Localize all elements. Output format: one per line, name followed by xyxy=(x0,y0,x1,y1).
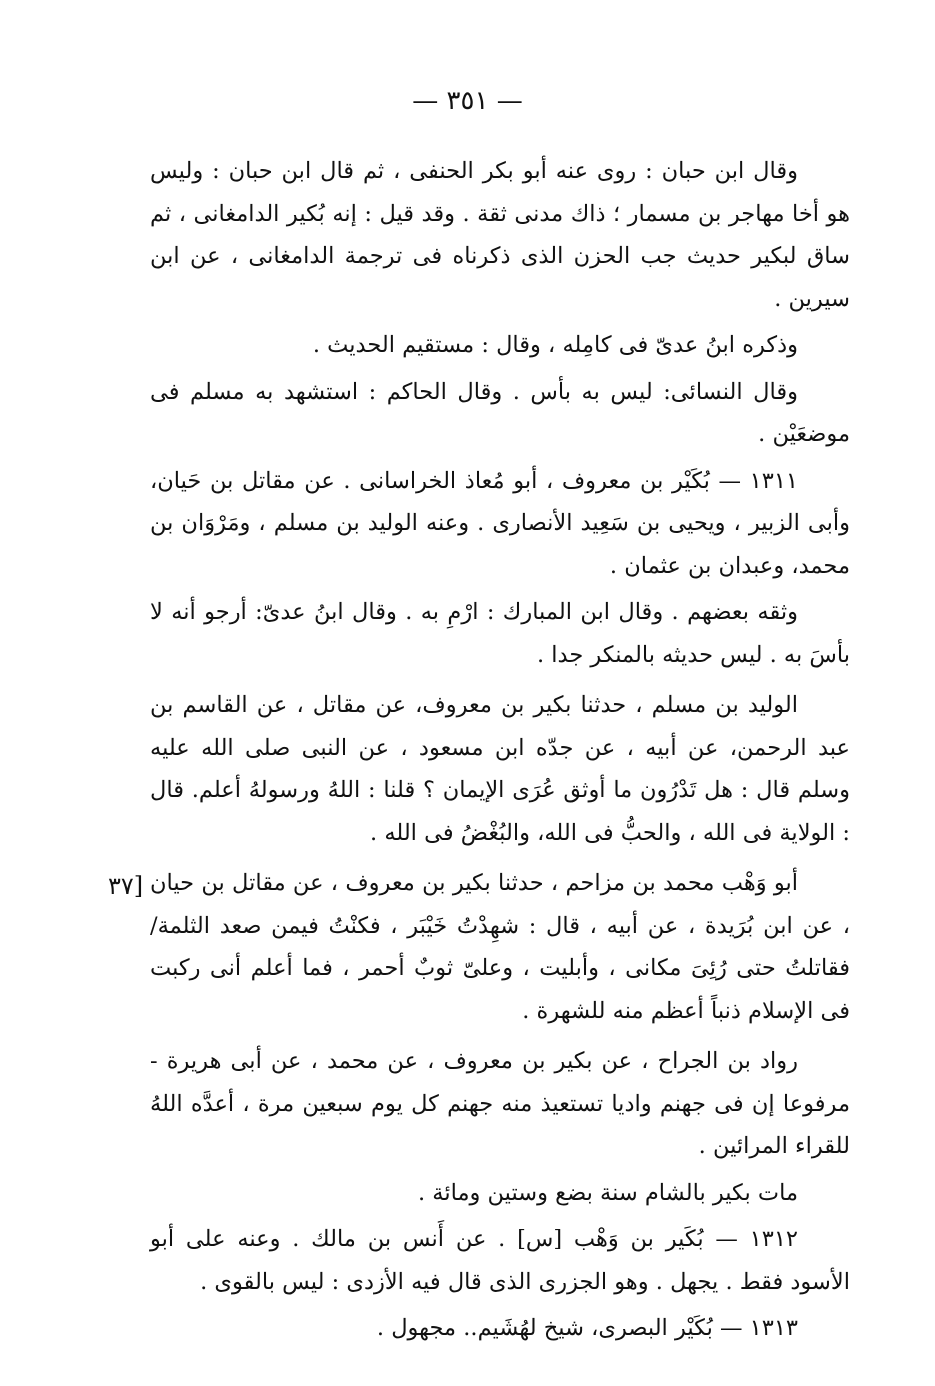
hadith-paragraph: رواد بن الجراح ، عن بكير بن معروف ، عن محمد ، عن أبى هريرة - مرفوعا إن فى جهنم واديا تستعيذ منه جهنم كل يوم سبعين مرة ، أعدَّه اللهُ للقراء المرائين . xyxy=(150,1048,850,1159)
paragraph: وثقه بعضهم . وقال ابن المبارك : ارْمِ به . وقال ابنُ عدىّ: أرجو أنه لا بأسَ به . ليس حديثه بالمنكر جدا . xyxy=(150,599,850,668)
paragraph: وذكره ابنُ عدىّ فى كامِله ، وقال : مستقيم الحديث . xyxy=(312,332,798,358)
paragraph: وقال النسائى: ليس به بأس . وقال الحاكم : استشهد به مسلم فى موضعَيْن . xyxy=(150,378,850,447)
page-number: — ٣٥١ — xyxy=(412,86,523,116)
hadith-paragraph: أبو وَهْب محمد بن مزاحم ، حدثنا بكير بن معروف ، عن مقاتل بن حيان ، عن ابن بُرَيدة ، عن أبيه ، قال : شهِدْتُ خَيْبَر ، فكنْتُ فيمن صعد الثلمة/ فقاتلتُ حتى رُئِىَ مكانى ، وأبليت ، وعلىّ ثوبٌ أحمر ، فما أعلم أنى ركبت فى الإسلام ذنباً أعظم منه للشهرة . xyxy=(150,870,850,1024)
entry-1311: ١٣١١ — بُكَيْر بن معروف ، أبو مُعاذ الخراسانى . عن مقاتل بن حَيان، وأبى الزبير ، ويحيى بن سَعِيد الأنصارى . وعنه الوليد بن مسلم ، ومَرْوَان بن محمد، وعبدان بن عثمان . xyxy=(150,467,850,579)
page-body xyxy=(150,150,850,1354)
entry-1312: ١٣١٢ — بُكَير بن وَهْب [س] . عن أَنس بن مالك . وعنه على أبو الأسود فقط . يجهل . وهو الجزرى الذى قال فيه الأزدى : ليس بالقوى . xyxy=(150,1226,850,1295)
hadith-paragraph: الوليد بن مسلم ، حدثنا بكير بن معروف، عن مقاتل ، عن القاسم بن عبد الرحمن، عن أبيه ، عن جدّه ابن مسعود ، عن النبى صلى الله عليه وسلم قال : هل تَدْرُون ما أوثق عُرَى الإيمان ؟ قلنا : اللهُ ورسولهُ أعلم. قال : الولاية فى الله ، والحبُّ فى الله، والبُغْضُ فى الله . xyxy=(150,692,850,846)
paragraph: وقال ابن حبان : روى عنه أبو بكر الحنفى ، ثم قال ابن حبان : وليس هو أخا مهاجر بن مسمار ؛ ذاك مدنى ثقة . وقد قيل : إنه بُكير الدامغانى ، ثم ساق لبكير حديث جب الحزن الذى ذكرناه فى ترجمة الدامغانى ، عن ابن سيرين . xyxy=(150,158,850,312)
entry-1313: ١٣١٣ — بُكَيْر البصرى، شيخ لهُشَيم.. مجهول . xyxy=(376,1315,798,1341)
paragraph: مات بكير بالشام سنة بضع وستين ومائة . xyxy=(417,1179,798,1206)
margin-reference-note: ٣٧] xyxy=(108,872,144,900)
